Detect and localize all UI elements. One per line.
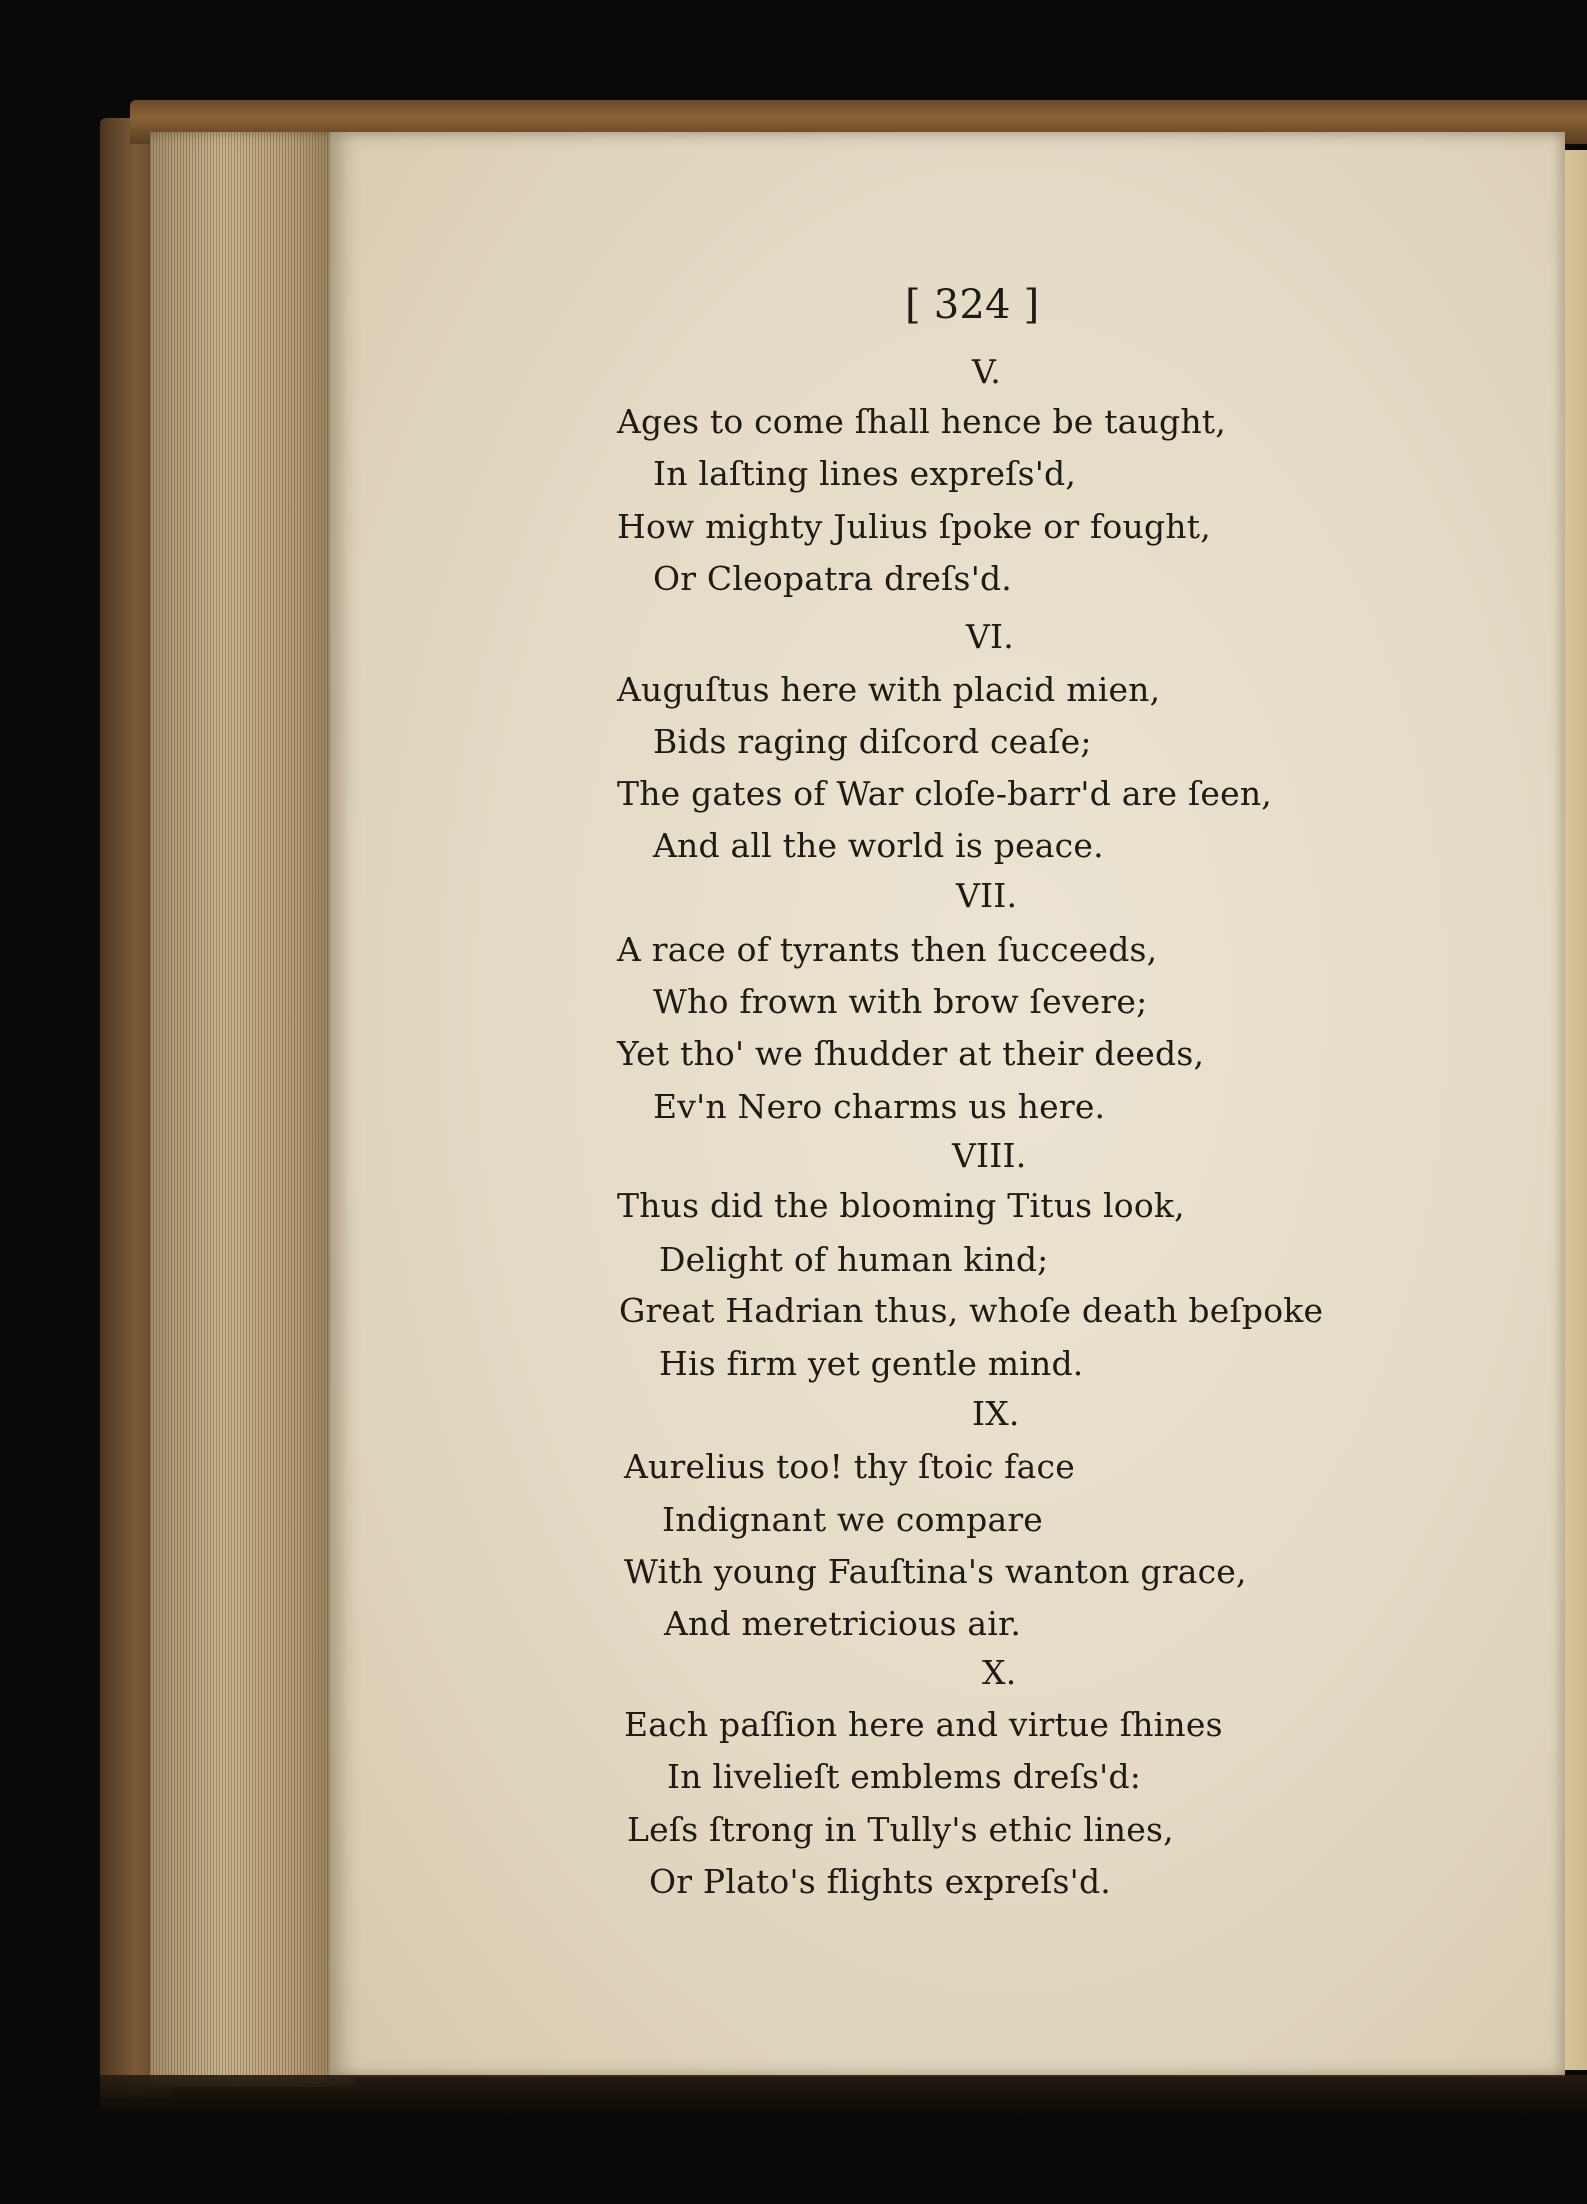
poem-line: Indignant we compare [662,1500,1044,1539]
poem-line: Yet tho' we ſhudder at their deeds, [617,1034,1205,1073]
poem-line: Delight of human kind; [659,1240,1049,1279]
poem-line: Ages to come ſhall hence be taught, [617,402,1226,441]
poem-line: Aurelius too! thy ſtoic face [624,1447,1075,1486]
stanza-numeral: VII. [956,876,1018,915]
poem-line: Leſs ſtrong in Tully's ethic lines, [627,1810,1174,1849]
poem-line: How mighty Julius ſpoke or fought, [617,507,1211,546]
poem-line: In livelieſt emblems dreſs'd: [667,1757,1142,1796]
poem-line: In laſting lines expreſs'd, [653,454,1077,493]
stanza-numeral: V. [972,352,1001,391]
poem-line: Ev'n Nero charms us here. [653,1087,1106,1126]
poem-line: A race of tyrants then ſucceeds, [617,930,1158,969]
book-bottom-shadow [100,2075,1587,2115]
poem-line: Or Cleopatra dreſs'd. [653,559,1012,598]
page-block-edges [150,132,355,2087]
poem-line: With young Fauſtina's wanton grace, [624,1552,1247,1591]
poem-line: Or Plato's flights expreſs'd. [649,1862,1111,1901]
stanza-numeral: VIII. [952,1136,1027,1175]
poem-line: Who frown with brow ſevere; [653,982,1148,1021]
poem-line: And all the world is peace. [653,826,1104,865]
poem-line: Auguſtus here with placid mien, [617,670,1161,709]
stanza-numeral: IX. [972,1394,1020,1433]
stanza-numeral: X. [982,1653,1017,1692]
poem-line: And meretricious air. [664,1604,1022,1643]
poem-line: The gates of War cloſe-barr'd are ſeen, [617,774,1272,813]
poem-line: Thus did the blooming Titus look, [617,1186,1185,1225]
page-number: [ 324 ] [905,282,1040,328]
poem-line: Bids raging diſcord ceaſe; [653,722,1092,761]
poem-line: His firm yet gentle mind. [659,1344,1084,1383]
poem-line: Great Hadrian thus, whoſe death beſpoke [619,1291,1324,1330]
stanza-numeral: VI. [966,617,1014,656]
poem-line: Each paſſion here and virtue ſhines [624,1705,1223,1744]
